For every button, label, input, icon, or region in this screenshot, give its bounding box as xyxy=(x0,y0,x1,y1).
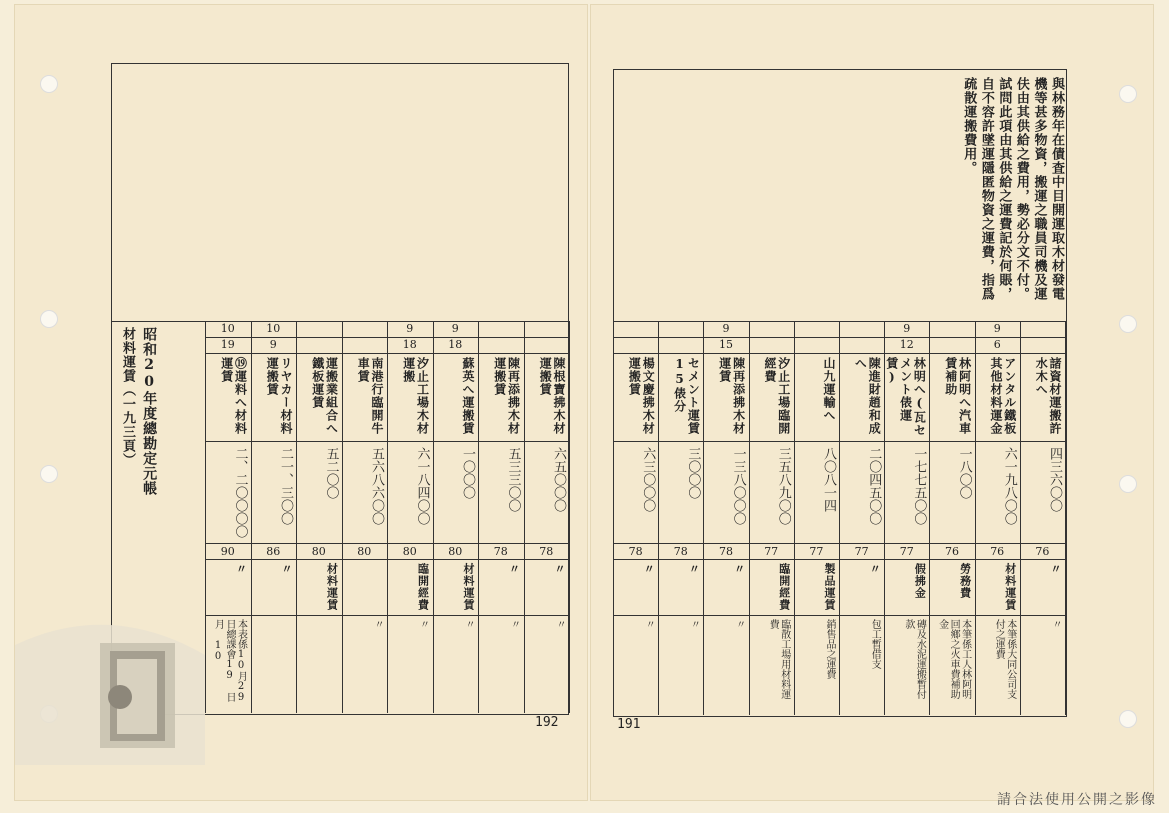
binder-hole xyxy=(40,465,58,483)
amount-cell: 六五〇〇〇 xyxy=(551,447,566,512)
category-cell: 製品運賃 xyxy=(822,563,836,611)
amount-cell: 六一八四〇〇 xyxy=(414,447,430,525)
amount-cell: 二、二〇〇〇〇 xyxy=(232,447,248,538)
column-line xyxy=(1020,321,1021,715)
amount-cell: 一〇〇〇 xyxy=(460,447,475,499)
column-line xyxy=(658,321,659,715)
remark-text: 與林務年在債査中目開運取木材發電機等甚多物資，搬運之職員司機及運伕由其供給之費用，勢必分文不付。試問此項由其供給之運費記於何賬，自不容許墜運隱匿物資之運費，指爲疏散運搬費用。 xyxy=(961,77,1064,301)
ref-cell: 80 xyxy=(357,545,372,558)
category-cell: 臨開經費 xyxy=(777,563,791,611)
note-cell: 〃 xyxy=(554,619,565,629)
ref-cell: 77 xyxy=(764,545,779,558)
month-cell: 10 xyxy=(220,322,235,335)
ref-cell: 77 xyxy=(899,545,914,558)
note-cell: 〃 xyxy=(463,619,474,629)
archive-logo xyxy=(15,615,205,769)
binder-hole xyxy=(40,310,58,328)
column-line xyxy=(569,321,570,713)
category-cell: 假拂金 xyxy=(913,563,927,599)
amount-cell: 八〇八一四 xyxy=(820,447,836,512)
binder-hole xyxy=(40,75,58,93)
ref-cell: 80 xyxy=(402,545,417,558)
amount-cell: 二一、三〇〇 xyxy=(278,447,293,525)
note-cell: 〃 xyxy=(733,619,745,629)
ref-cell: 90 xyxy=(220,545,235,558)
category-cell: 材料運賃 xyxy=(462,563,475,611)
day-cell: 9 xyxy=(269,338,277,351)
column-line xyxy=(251,321,252,713)
ref-cell: 78 xyxy=(673,545,688,558)
category-cell: 材料運賃 xyxy=(1003,563,1017,611)
right-page xyxy=(590,4,1154,801)
category-cell: 〃 xyxy=(1048,563,1062,575)
month-cell: 9 xyxy=(451,322,459,335)
month-cell: 9 xyxy=(722,322,730,335)
column-line xyxy=(839,321,840,715)
column-line xyxy=(478,321,479,713)
note-cell: 〃 xyxy=(1049,619,1061,629)
ref-cell: 76 xyxy=(1035,545,1050,558)
amount-cell: 六一九八〇〇 xyxy=(1001,447,1017,525)
description-cell: 山九運輸へ xyxy=(821,357,836,422)
amount-cell: 四三六〇〇 xyxy=(1046,447,1062,512)
day-cell: 15 xyxy=(718,338,733,351)
amount-cell: 二〇四五〇〇 xyxy=(866,447,882,525)
column-line xyxy=(387,321,388,713)
description-cell: 南港行臨開牛車賃 xyxy=(356,357,384,435)
description-cell: 林阿明へ汽車賃補助 xyxy=(943,357,972,435)
category-cell: 〃 xyxy=(507,563,521,575)
description-cell: 汐止工場木材運搬 xyxy=(401,357,430,435)
note-cell: 〃 xyxy=(372,619,383,629)
note-cell: 銷售品之運費 xyxy=(823,619,835,679)
page-number: 192 xyxy=(535,715,559,730)
description-cell: 運搬業組合へ鐵板運賃 xyxy=(310,357,339,435)
note-cell xyxy=(300,619,338,705)
day-cell: 18 xyxy=(448,338,463,351)
ref-cell: 77 xyxy=(809,545,824,558)
amount-cell: 三五八九〇〇 xyxy=(775,447,791,525)
day-cell: 12 xyxy=(899,338,914,351)
column-line xyxy=(524,321,525,713)
column-line xyxy=(342,321,343,713)
ledger-subtitle: 材料運賃（一九三頁） xyxy=(119,327,135,467)
description-cell: 陳根寶拂木材運搬賃 xyxy=(538,357,566,435)
ref-cell: 78 xyxy=(539,545,554,558)
category-cell: 〃 xyxy=(868,563,882,575)
description-cell: 陳再添拂木材運搬賃 xyxy=(492,357,521,435)
ref-cell: 78 xyxy=(718,545,733,558)
amount-cell: 一七七五〇〇 xyxy=(911,447,927,525)
description-cell: セメント運賃15俵分 xyxy=(672,357,701,435)
description-cell: 蘇英へ運搬賃 xyxy=(461,357,475,435)
ref-cell: 77 xyxy=(854,545,869,558)
column-line xyxy=(794,321,795,715)
page-number: 191 xyxy=(617,717,641,732)
category-cell: 〃 xyxy=(687,563,701,575)
left-page xyxy=(14,4,588,801)
month-cell: 9 xyxy=(993,322,1001,335)
binder-hole xyxy=(1119,710,1137,728)
amount-cell: 一三八〇〇〇 xyxy=(730,447,746,525)
description-cell: 陳進財趙和成へ xyxy=(853,357,882,435)
column-line xyxy=(433,321,434,713)
ref-cell: 76 xyxy=(944,545,959,558)
day-cell: 19 xyxy=(220,338,235,351)
note-cell: 包工暫借支 xyxy=(869,619,881,669)
amount-cell: 五六八六〇〇 xyxy=(369,447,384,525)
category-cell xyxy=(346,563,384,613)
amount-cell: 六三〇〇〇 xyxy=(640,447,656,512)
amount-cell: 一八〇〇 xyxy=(956,447,972,499)
column-line xyxy=(205,321,206,713)
note-cell: 臨散工場用材料運費 xyxy=(767,619,790,699)
note-cell: 本筆係工人林阿明回鄉之火車費補助金 xyxy=(936,619,971,699)
ref-cell: 78 xyxy=(628,545,643,558)
month-cell: 10 xyxy=(266,322,281,335)
description-cell: ⑲運料へ材料運賃 xyxy=(219,357,248,435)
category-cell: 〃 xyxy=(642,563,656,575)
category-cell: 材料運賃 xyxy=(325,563,339,611)
ref-cell: 80 xyxy=(311,545,326,558)
day-cell: 6 xyxy=(993,338,1001,351)
note-cell: 本表係10月29日總課會19 日月 10 xyxy=(212,619,247,703)
note-cell: 磚及水泥運搬暫付款 xyxy=(902,619,926,699)
note-cell: 〃 xyxy=(643,619,655,629)
ref-cell: 86 xyxy=(266,545,281,558)
column-line xyxy=(975,321,976,715)
category-cell: 臨開經費 xyxy=(416,563,430,611)
category-cell: 〃 xyxy=(732,563,746,575)
description-cell: アンタル鐵板其他材料運金 xyxy=(988,357,1017,435)
binder-hole xyxy=(1119,85,1137,103)
binder-hole xyxy=(1119,475,1137,493)
note-cell: 〃 xyxy=(688,619,700,629)
description-cell: 汐止工場臨開經費 xyxy=(762,357,791,435)
column-line xyxy=(1065,321,1066,715)
ref-cell: 78 xyxy=(493,545,508,558)
category-cell: 〃 xyxy=(234,563,248,575)
note-cell: 〃 xyxy=(508,619,520,629)
month-cell: 9 xyxy=(406,322,414,335)
note-cell: 〃 xyxy=(417,619,429,629)
amount-cell: 三〇〇〇 xyxy=(685,447,701,499)
description-cell: リヤカー材料運搬賃 xyxy=(265,357,293,435)
description-cell: 楊文慶拂木材運搬賃 xyxy=(627,357,656,435)
note-cell: 本筆係大同公司支付之運費 xyxy=(993,619,1016,699)
category-cell: 〃 xyxy=(553,563,566,575)
note-cell xyxy=(255,619,293,705)
category-cell: 勞務費 xyxy=(958,563,972,599)
month-cell: 9 xyxy=(903,322,911,335)
column-line xyxy=(296,321,297,713)
column-line xyxy=(703,321,704,715)
ledger-title: 昭和20年度總勘定元帳 xyxy=(141,327,158,496)
column-line xyxy=(613,321,614,715)
description-cell: 陳再添拂木材運賃 xyxy=(717,357,746,435)
ref-cell: 76 xyxy=(990,545,1005,558)
binder-hole xyxy=(1119,315,1137,333)
column-line xyxy=(929,321,930,715)
amount-cell: 五二〇〇 xyxy=(323,447,339,499)
description-cell: 林明へ(瓦セメント俵運賃) xyxy=(884,357,927,437)
watermark-text: 請合法使用公開之影像 xyxy=(997,792,1157,808)
column-line xyxy=(749,321,750,715)
day-cell: 18 xyxy=(402,338,417,351)
category-cell: 〃 xyxy=(280,563,293,575)
amount-cell: 五三三〇〇 xyxy=(505,447,521,512)
ref-cell: 80 xyxy=(448,545,463,558)
description-cell: 諸資材運搬許水木へ xyxy=(1034,357,1062,435)
